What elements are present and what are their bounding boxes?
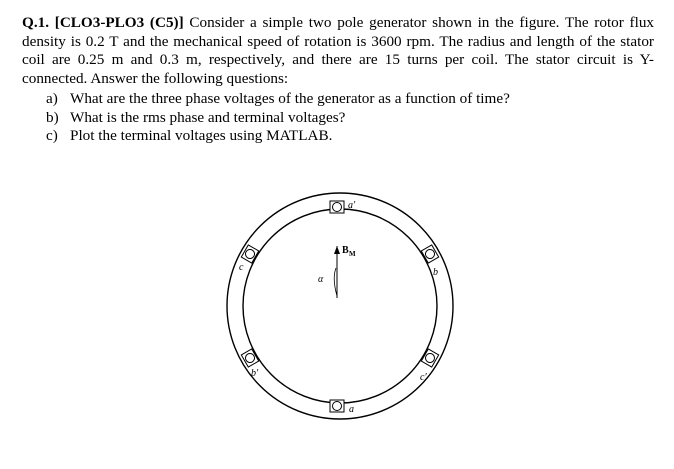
label-alpha: α bbox=[318, 274, 324, 285]
part-letter: b) bbox=[46, 108, 59, 126]
question-text: Consider a simple two pole generator shown in the figure. The rotor flux density is 0.2 T and the mechanical speed of rotation is 3600 rpm. The radius and length of the stator coil are 0.25 m and 0.3 m, respectively, and there are 15 turns per coil. The stator circuit is Y-connected. Answer the following questions: bbox=[22, 14, 655, 87]
field-vector-arrowhead bbox=[334, 246, 340, 254]
stator-inner-ring bbox=[243, 209, 437, 403]
label-c-prime: c′ bbox=[420, 372, 427, 383]
label-c: c bbox=[239, 262, 244, 273]
question-code: [CLO3-PLO3 (C5)] bbox=[54, 14, 184, 31]
part-text: Plot the terminal voltages using MATLAB. bbox=[70, 127, 333, 144]
label-b-prime: b′ bbox=[251, 368, 259, 379]
part-text: What are the three phase voltages of the generator as a function of time? bbox=[70, 90, 510, 107]
coil-a-prime bbox=[330, 201, 344, 213]
question-number: Q.1. bbox=[22, 14, 50, 31]
label-a-prime: a′ bbox=[348, 200, 356, 211]
label-field-subscript: M bbox=[349, 250, 356, 258]
stator-outer-ring bbox=[227, 193, 453, 419]
coil-a bbox=[330, 400, 344, 412]
part-letter: c) bbox=[46, 127, 58, 144]
label-a: a bbox=[349, 404, 354, 415]
part-letter: a) bbox=[46, 90, 58, 107]
label-b: b bbox=[433, 267, 438, 278]
part-text: What is the rms phase and terminal voltages? bbox=[70, 108, 346, 126]
label-field-b: B bbox=[342, 245, 349, 256]
